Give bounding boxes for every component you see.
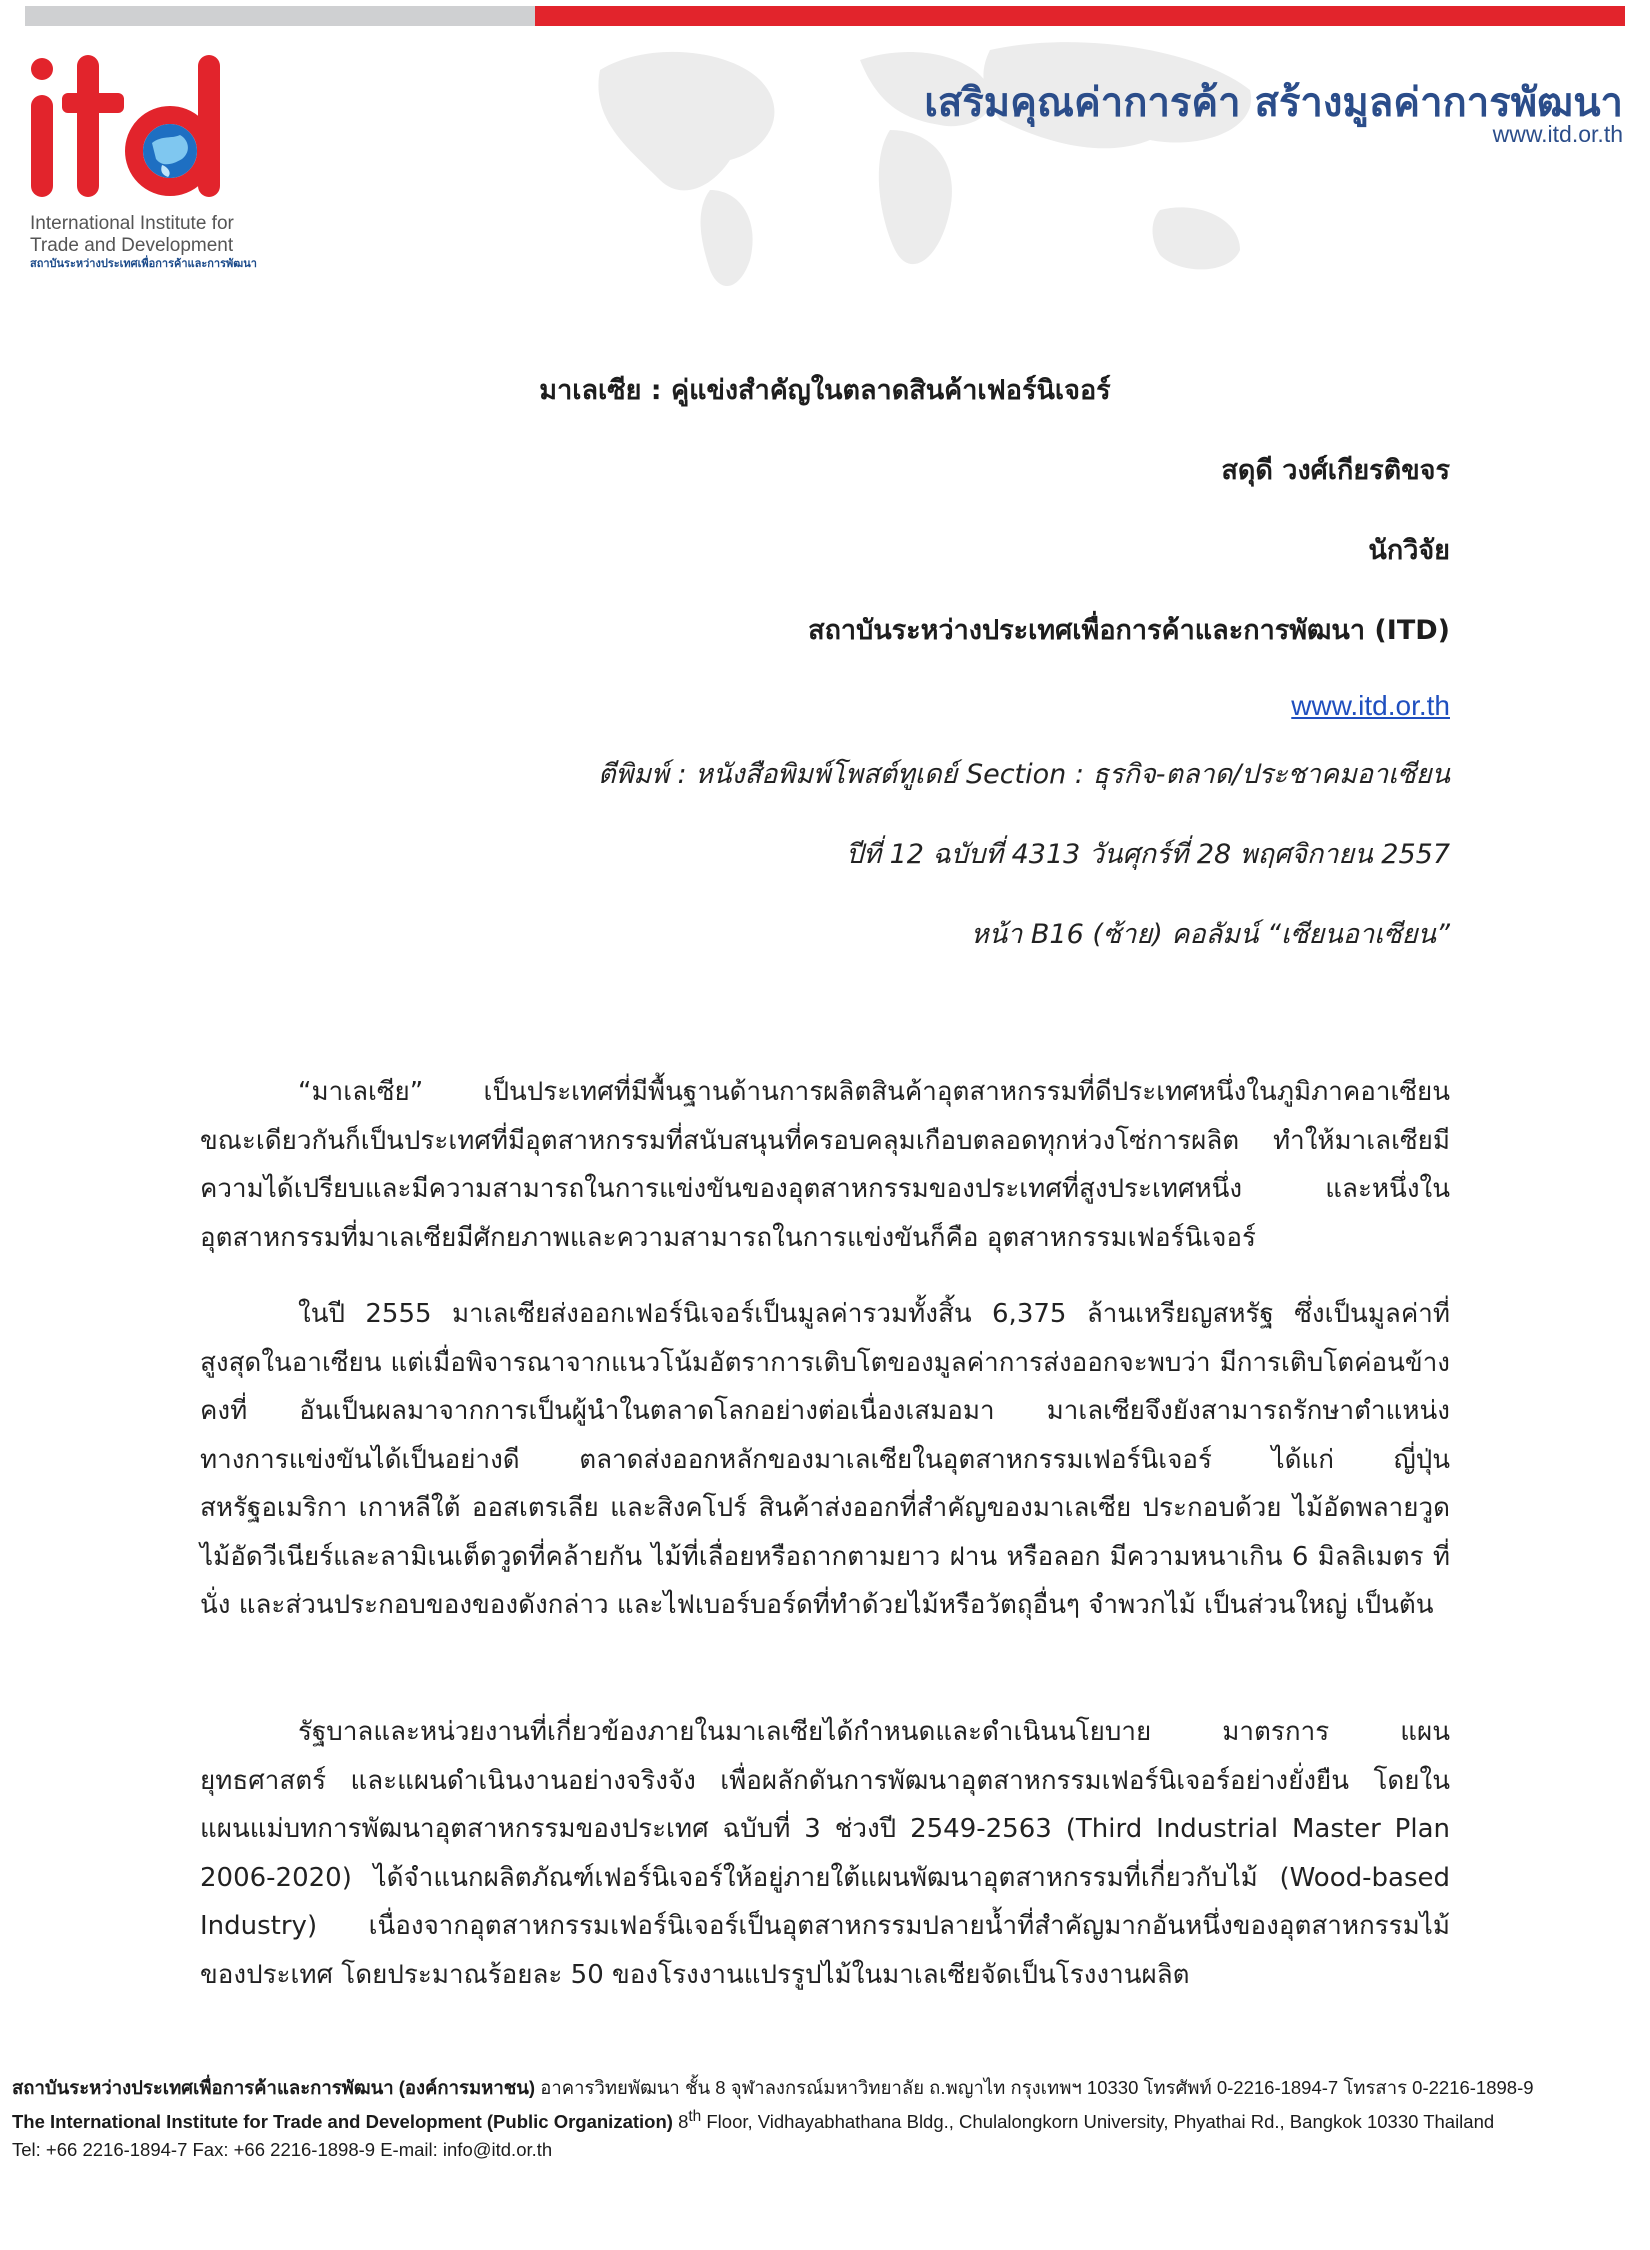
logo-name-line1: International Institute for [30,213,234,234]
author-role: นักวิจัย [1368,535,1450,566]
footer-english-line [12,2103,1642,2137]
logo-caption [30,213,300,271]
body-paragraph-2: ในปี 2555 มาเลเซียส่งออกเฟอร์นิเจอร์เป็นมูลค่ารวมทั้งสิ้น 6,375 ล้านเหรียญสหรัฐ ซึ่งเป็นมูลค่าที่สูงสุดในอาเซียน แต่เมื่อพิจารณาจากแนวโน้มอัตราการเติบโตของมูลค่าการส่งออกจะพบว่า มีการเติบโตค่อนข้างคงที่ อันเป็นผลมาจากการเป็นผู้นำในตลาดโลกอย่างต่อเนื่องเสมอมา มาเลเซียจึงยังสามารถรักษาตำแหน่งทางการแข่งขันได้เป็นอย่างดี ตลาดส่งออกหลักของมาเลเซียในอุตสาหกรรมเฟอร์นิเจอร์ ได้แก่ ญี่ปุ่น สหรัฐอเมริกา เกาหลีใต้ ออสเตรเลีย และสิงคโปร์ สินค้าส่งออกที่สำคัญของมาเลเซีย ประกอบด้วย ไม้อัดพลายวูด ไม้อัดวีเนียร์และลามิเนเต็ดวูดที่คล้ายกัน ไม้ที่เลื่อยหรือถากตามยาว ฝาน หรือลอก มีความหนาเกิน 6 มิลลิเมตร ที่นั่ง และส่วนประกอบของของดังกล่าว และไฟเบอร์บอร์ดที่ทำด้วยไม้หรือวัตถุอื่นๆ จำพวกไม้ เป็นส่วนใหญ่ เป็นต้น [200,1299,1450,1620]
publication-source: ตีพิมพ์ : หนังสือพิมพ์โพสต์ทูเดย์ Section : ธุรกิจ-ตลาด/ประชาคมอาเซียน [597,759,1450,790]
footer-floor-number: 8 [678,2110,689,2132]
itd-website-link[interactable]: www.itd.or.th [1291,690,1450,721]
footer-thai-address: อาคารวิทยพัฒนา ชั้น 8 จุฬาลงกรณ์มหาวิทยาลัย ถ.พญาไท กรุงเทพฯ 10330 โทรศัพท์ 0-2216-1894-7 โทรสาร 0-2216-1898-9 [540,2077,1534,2098]
header-red-bar [535,6,1625,26]
footer-english-address: Floor, Vidhayabhathana Bldg., Chulalongkorn University, Phyathai Rd., Bangkok 10330 Thailand [706,2110,1495,2132]
header-slogan: เสริมคุณค่าการค้า สร้างมูลค่าการพัฒนา [924,80,1623,126]
footer-thai-name: สถาบันระหว่างประเทศเพื่อการค้าและการพัฒนา (องค์การมหาชน) [12,2077,536,2098]
body-paragraph-3: รัฐบาลและหน่วยงานที่เกี่ยวข้องภายในมาเลเซียได้กำหนดและดำเนินนโยบาย มาตรการ แผนยุทธศาสตร์ และแผนดำเนินงานอย่างจริงจัง เพื่อผลักดันการพัฒนาอุตสาหกรรมเฟอร์นิเจอร์อย่างยั่งยืน โดยในแผนแม่บทการพัฒนาอุตสาหกรรมของประเทศ ฉบับที่ 3 ช่วงปี 2549-2563 (Third Industrial Master Plan 2006-2020) ได้จำแนกผลิตภัณฑ์เฟอร์นิเจอร์ให้อยู่ภายใต้แผนพัฒนาอุตสาหกรรมที่เกี่ยวกับไม้ (Wood-based Industry) เนื่องจากอุตสาหกรรมเฟอร์นิเจอร์เป็นอุตสาหกรรมปลายน้ำที่สำคัญมากอันหนึ่งของอุตสาหกรรมไม้ของประเทศ โดยประมาณร้อยละ 50 ของโรงงานแปรรูปไม้ในมาเลเซียจัดเป็นโรงงานผลิต [200,1717,1450,1990]
article-title: มาเลเซีย : คู่แข่งสำคัญในตลาดสินค้าเฟอร์นิเจอร์ [539,375,1111,406]
body-paragraph-1: “มาเลเซีย” เป็นประเทศที่มีพื้นฐานด้านการผลิตสินค้าอุตสาหกรรมที่ดีประเทศหนึ่งในภูมิภาคอาเซียน ขณะเดียวกันก็เป็นประเทศที่มีอุตสาหกรรมที่สนับสนุนที่ครอบคลุมเกือบตลอดทุกห่วงโซ่การผลิต ทำให้มาเลเซียมีความได้เปรียบและมีความสามารถในการแข่งขันของอุตสาหกรรมของประเทศที่สูงประเทศหนึ่ง และหนึ่งในอุตสาหกรรมที่มาเลเซียมีศักยภาพและความสามารถในการแข่งขันก็คือ อุตสาหกรรมเฟอร์นิเจอร์ [200,1077,1450,1253]
footer-english-name: The International Institute for Trade and Development (Public Organization) [12,2110,673,2132]
header-grey-bar [25,6,535,26]
publication-page-column: หน้า B16 (ซ้าย) คอลัมน์ “เซียนอาเซียน” [970,919,1450,950]
footer-floor-suffix: th [688,2107,702,2125]
page-footer [12,2074,1642,2165]
footer-thai-line [12,2074,1642,2103]
publication-issue: ปีที่ 12 ฉบับที่ 4313 วันศุกร์ที่ 28 พฤศจิกายน 2557 [846,839,1450,870]
header-website[interactable]: www.itd.or.th [1492,121,1623,147]
logo-name-thai: สถาบันระหว่างประเทศเพื่อการค้าและการพัฒนา [30,258,257,270]
author-organization: สถาบันระหว่างประเทศเพื่อการค้าและการพัฒนา (ITD) [808,615,1450,646]
logo-name-line2: Trade and Development [30,235,234,256]
author-name: สดุดี วงศ์เกียรติขจร [1221,455,1450,486]
footer-contact: Tel: +66 2216-1894-7 Fax: +66 2216-1898-9 E-mail: info@itd.or.th [12,2139,553,2161]
